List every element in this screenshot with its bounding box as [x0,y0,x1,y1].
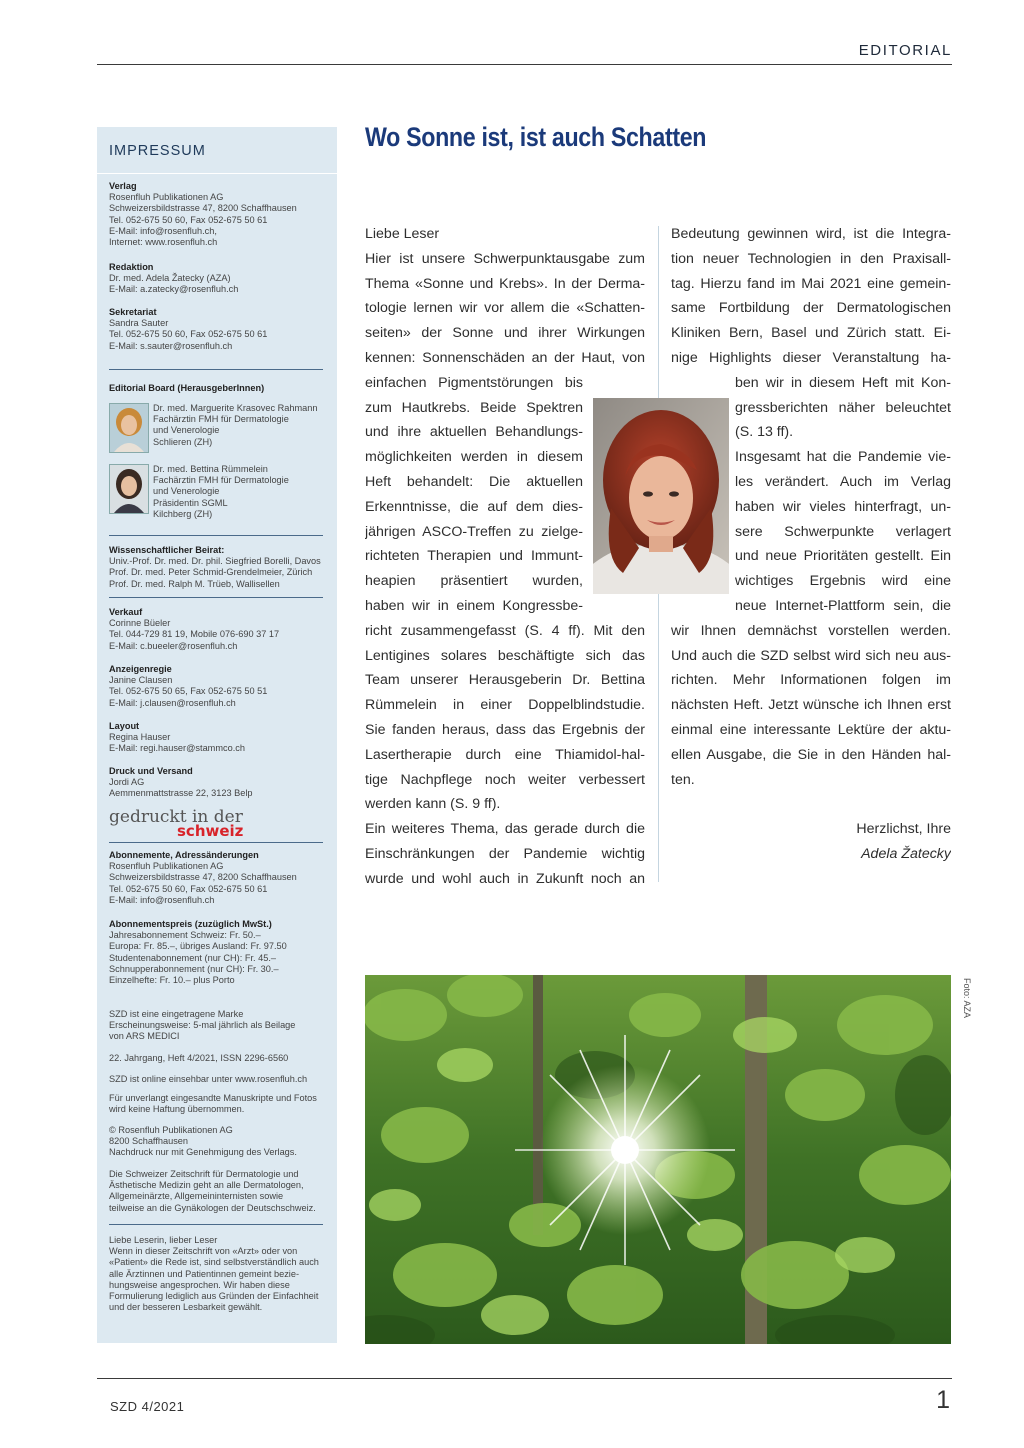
board-member-2-line: Dr. med. Bettina Rümmelein [153,464,268,474]
body-line: richt zusammengefasst (S. 4 ff). Mit den [365,622,645,639]
redaktion-line: Dr. med. Adela Žatecky (AZA) [109,273,231,284]
body-line: einmal eine interessante Lektüre der aktu- [671,721,951,738]
preis-line: Schnupperabonnement (nur CH): Fr. 30.– [109,963,279,974]
article-title: Wo Sonne ist, ist auch Schatten [365,122,707,152]
body-line: und ihre aktuellen Behandlungs- [365,424,583,441]
copyright-line: © Rosenfluh Publikationen AG [109,1125,233,1135]
board-heading: Editorial Board (HerausgeberInnen) [109,383,265,393]
copyright-line: Nachdruck nur mit Genehmigung des Verlags. [109,1147,297,1158]
body-line: heapien präsentiert wurden, [365,573,583,590]
preis-line: Jahresabonnement Schweiz: Fr. 50.– [109,930,261,941]
body-line: tige Nachpflege noch weiter verbessert [365,771,645,788]
impressum-zielgruppe [109,1169,323,1214]
zielgruppe-line: Die Schweizer Zeitschrift für Dermatologie und [109,1169,299,1179]
page-number: 1 [936,1386,950,1414]
gender-line: Liebe Leserin, lieber Leser [109,1235,218,1245]
body-line: nächsten Heft. Jetzt wünsche ich Ihnen erst [671,697,951,714]
preis-line: Studentenabonnement (nur CH): Fr. 45.– [109,952,277,963]
section-label: EDITORIAL [858,42,952,59]
body-line: Thema «Sonne und Krebs». In der Derma- [365,275,645,292]
preis-line: Einzelhefte: Fr. 10.– plus Porto [109,975,235,986]
marke-line: SZD ist eine eingetragene Marke [109,1009,244,1019]
body-line: Einschränkungen der Pandemie wichtig [365,845,645,862]
body-line: Sie fanden heraus, dass das Ergebnis der [365,721,645,738]
board-member-1-line: und Venerologie [153,425,220,436]
board-member-2-line: Fachärztin FMH für Dermatologie [153,475,289,486]
spacer [671,792,951,817]
gender-line: und der besseren Lesbarkeit gewählt. [109,1302,263,1313]
verkauf-line: Corinne Büeler [109,618,171,629]
body-line: kennen: Sonnenschäden an der Haut, von [365,349,645,366]
body-line: zum Hautkrebs. Beide Spektren [365,399,583,416]
board-member-2-line: Präsidentin SGML [153,497,228,508]
body-line: Bedeutung gewinnen wird, ist die Integra- [671,226,951,242]
body-line: Rümmelein in einer Doppelblindstudie. [365,697,645,714]
body-line: Lasertherapie durch eine Thiamidol-hal- [365,746,645,763]
sidebar-rule [109,369,323,370]
verkauf-heading: Verkauf [109,607,143,617]
impressum-marke [109,1009,323,1043]
preis-heading: Abonnementspreis (zuzüglich MwSt.) [109,919,272,929]
body-line: richten. Mehr Informationen folgen im [671,672,951,689]
closing-line: Herzlichst, Ihre [856,821,951,838]
board-member-1-info [153,403,317,448]
body-line: les verändert. Auch im Verlag [735,473,951,490]
abo-heading: Abonnemente, Adressänderungen [109,850,259,860]
gender-line: Wenn in dieser Zeitschrift von «Arzt» oder von [109,1246,298,1257]
abo-line: E-Mail: info@rosenfluh.ch [109,894,215,905]
sidebar-rule [109,842,323,843]
impressum-sekretariat [109,307,323,352]
body-line: (S. 13 ff). [735,424,794,441]
body-line: wichtiges Ergebnis wird eine [735,573,951,590]
impressum-copyright [109,1125,323,1159]
body-line: Hier ist unsere Schwerpunktausgabe zum [365,250,645,267]
body-line: sere Schwerpunkte verlagert [735,523,951,540]
druck-heading: Druck und Versand [109,766,193,776]
jahrgang-line: 22. Jahrgang, Heft 4/2021, ISSN 2296-6560 [109,1053,289,1063]
author-signature: Adela Žatecky [861,845,951,862]
author-portrait [593,398,729,594]
verlag-line: Rosenfluh Publikationen AG [109,192,224,203]
layout-line: E-Mail: regi.hauser@stammco.ch [109,743,245,754]
abo-line: Tel. 052-675 50 60, Fax 052-675 50 61 [109,883,268,894]
body-line: Lentigines solares beschäftigte sich das [365,647,645,664]
board-member-2-line: und Venerologie [153,486,220,497]
body-line: same Fortbildung der Dermatologischen [671,300,951,317]
sekretariat-line: E-Mail: s.sauter@rosenfluh.ch [109,340,233,351]
board-member-2-info [153,464,289,520]
impressum-jahrgang [109,1053,323,1064]
gedruckt-in-der-schweiz-logo [109,807,249,839]
anzeigen-heading: Anzeigenregie [109,664,172,674]
layout-heading: Layout [109,721,140,731]
zielgruppe-line: Ästhetische Medizin geht an alle Dermatologen, [109,1180,304,1191]
board-member-1-photo [109,403,149,453]
impressum-title: IMPRESSUM [109,143,206,159]
logo-line-1: gedruckt in der [109,807,243,827]
impressum-druck [109,766,323,800]
sidebar-rule [109,1224,323,1225]
gender-line: hungsweise angesprochen. Wir haben diese [109,1279,290,1290]
beirat-line: Prof. Dr. med. Peter Schmid-Grendelmeier, Zürich [109,567,313,578]
online-line: SZD ist online einsehbar unter www.rosenfluh.ch [109,1074,308,1084]
sekretariat-line: Sandra Sauter [109,318,169,329]
body-line: Kliniken Bern, Basel und Zürich statt. Ei- [671,325,951,342]
impressum-verkauf [109,607,323,652]
body-line: seiten» der Sonne und ihrer Wirkungen [365,325,645,342]
impressum-haftung [109,1093,323,1115]
gender-line: «Patient» die Rede ist, sind selbstverständlich auch [109,1257,319,1268]
board-member-2-line: Kilchberg (ZH) [153,508,213,519]
marke-line: Erscheinungsweise: 5-mal jährlich als Beilage [109,1020,296,1031]
verkauf-line: E-Mail: c.bueeler@rosenfluh.ch [109,640,238,651]
impressum-layout [109,721,323,755]
gender-line: alle Ärztinnen und Patientinnen gemeint bezie- [109,1268,299,1279]
impressum-abo [109,850,323,906]
impressum-verlag [109,181,323,248]
body-line: Heft behandelt: Die aktuellen [365,473,583,490]
body-line: wurde und wohl auch in Zukunft noch an [365,870,645,887]
impressum-beirat [109,545,323,590]
board-member-2-photo [109,464,149,514]
logo-line-2: schweiz [177,822,244,840]
body-line: Ein weiteres Thema, das gerade durch die [365,821,645,838]
sidebar-rule [109,535,323,536]
board-member-2 [109,464,325,528]
forest-sunlight-photo [365,975,951,1344]
body-line: jährigen ASCO-Treffen zu zielge- [365,523,583,540]
sekretariat-heading: Sekretariat [109,307,157,317]
body-line: wir Ihnen demnächst vorstellen werden. [671,622,951,639]
impressum-sidebar [97,127,337,1343]
beirat-line: Prof. Dr. med. Ralph M. Trüeb, Wallisellen [109,578,280,589]
sekretariat-line: Tel. 052-675 50 60, Fax 052-675 50 61 [109,329,268,340]
body-line: Team unserer Herausgeberin Dr. Bettina [365,672,645,689]
layout-line: Regina Hauser [109,732,171,743]
impressum-redaktion [109,262,323,296]
board-member-1 [109,403,325,467]
body-line: tag. Hierzu fand im Mai 2021 eine gemein- [671,275,951,292]
footer-rule [97,1378,952,1379]
body-line: ellen Ausgabe, die Sie in den Händen hal- [671,746,951,763]
haftung-line: wird keine Haftung übernommen. [109,1104,245,1115]
druck-line: Jordi AG [109,777,145,788]
body-line: ben wir in diesem Heft mit Kon- [735,374,951,391]
gender-line: Formulierung lediglich aus Gründen der Einfachheit [109,1291,319,1302]
abo-line: Rosenfluh Publikationen AG [109,861,224,872]
anzeigen-line: E-Mail: j.clausen@rosenfluh.ch [109,697,236,708]
impressum-anzeigen [109,664,323,709]
redaktion-line: E-Mail: a.zatecky@rosenfluh.ch [109,284,239,295]
photo-credit-text: Foto: AZA [962,978,972,1019]
body-line: haben wir vieles hinterfragt, un- [735,498,951,515]
body-line: ten. [671,771,695,788]
anzeigen-line: Tel. 052-675 50 65, Fax 052-675 50 51 [109,686,268,697]
body-line: haben wir in einem Kongressbe- [365,597,583,614]
abo-line: Schweizersbildstrasse 47, 8200 Schaffhausen [109,872,297,883]
verlag-line: Internet: www.rosenfluh.ch [109,237,218,248]
beirat-heading: Wissenschaftlicher Beirat: [109,545,225,555]
preis-line: Europa: Fr. 85.–, übriges Ausland: Fr. 97.50 [109,941,287,952]
verlag-line: Schweizersbildstrasse 47, 8200 Schaffhausen [109,203,297,214]
marke-line: von ARS MEDICI [109,1031,180,1042]
body-line: möglichkeiten werden in diesem [365,449,583,466]
body-line: tologie lernen wir vor allem die «Schatten- [365,300,645,317]
body-line: tion neuer Technologien in den Praxisall- [671,250,951,267]
verlag-heading: Verlag [109,181,137,191]
board-heading-block [109,383,323,394]
photo-credit [960,978,974,1038]
verkauf-line: Tel. 044-729 81 19, Mobile 076-690 37 17 [109,629,280,640]
greeting: Liebe Leser [365,226,440,242]
zielgruppe-line: teilweise an die Gynäkologen der Deutschschweiz. [109,1202,316,1213]
anzeigen-line: Janine Clausen [109,675,173,686]
board-member-1-line: Dr. med. Marguerite Krasovec Rahmann [153,403,318,413]
board-member-1-line: Fachärztin FMH für Dermatologie [153,414,289,425]
body-line: Erkenntnisse, die auf dem dies- [365,498,583,515]
issue-label: SZD 4/2021 [110,1399,185,1414]
body-line: Und auch die SZD selbst wird sich neu aus- [671,647,951,664]
body-line: Insgesamt hat die Pandemie vie- [735,449,951,466]
redaktion-heading: Redaktion [109,262,154,272]
impressum-online [109,1074,323,1085]
board-member-1-line: Schlieren (ZH) [153,436,213,447]
beirat-line: Univ.-Prof. Dr. med. Dr. phil. Siegfried Borelli, Davos [109,556,321,567]
haftung-line: Für unverlangt eingesandte Manuskripte und Fotos [109,1093,317,1103]
druck-line: Aemmenmattstrasse 22, 3123 Belp [109,788,253,799]
impressum-gender-note [109,1235,323,1313]
zielgruppe-line: Allgemeinärzte, Allgemeininternisten sowie [109,1191,284,1202]
impressum-title-rule [97,173,337,174]
verlag-line: E-Mail: info@rosenfluh.ch, [109,225,217,236]
body-line: gressberichten näher beleuchtet [735,399,951,416]
copyright-line: 8200 Schaffhausen [109,1136,189,1147]
verlag-line: Tel. 052-675 50 60, Fax 052-675 50 61 [109,214,268,225]
body-line: werden kann (S. 9 ff). [365,796,501,813]
body-line: richteten Therapien und Immunt- [365,548,583,565]
body-line: nige Highlights dieser Veranstaltung ha- [671,349,951,366]
body-line: und neue Prioritäten gestellt. Ein [735,548,951,565]
header-rule [97,64,952,65]
body-line: neue Internet-Plattform sein, die [735,597,951,614]
sidebar-rule [109,597,323,598]
impressum-preis [109,919,323,986]
body-line: einfachen Pigmentstörungen bis [365,374,583,391]
